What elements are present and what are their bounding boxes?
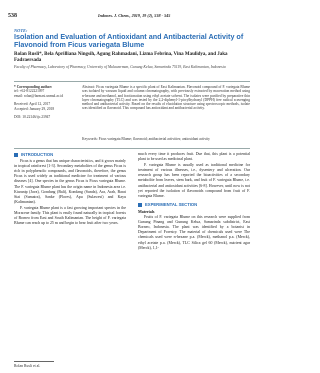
article-type: NOTE: xyxy=(14,28,28,33)
tel: tel: +62-8122221097 xyxy=(14,89,45,94)
footer-author: Rolan Rusli et al. xyxy=(14,364,41,368)
section-heading-introduction: INTRODUCTION xyxy=(14,152,126,157)
accepted-date: Accepted: January 29, 2018 xyxy=(14,106,55,111)
paragraph: Fruits of F. variegata Blume on this research were supplied from Gunung Pinang and Gunung Kelua, Samarinda subdistrict, East Borneo, Indonesia. The plant was identified by a botanist in Department of Forestry. The material of chemicals used were The chemicals used were n-hexane p.a. (Merck), methanol p.a. (Merck), ethyl acetate p.a. (Merck), TLC Silica gel 60 (Merck), nutrient agar (Merck), 1,1- xyxy=(138,215,250,250)
right-column xyxy=(138,152,250,252)
abstract: Abstract: Ficus variegata Blume is a specific plant of East Kalimantan. Flavonoid compound of F. variegata Blume was isolated by vacuum liquid and column chromatography, with previously extracted by maceration method using n-hexane and methanol, and fractionation using ethyl acetate solvent. The isolates were purified by preparative thin layer chromatography (TLC) and was tested by the 2,2-diphenyl-1-picrylhydrazyl (DPPH) free radical scavenging method and antibacterial activity. Based on the results of elucidation structure using spectroscopic methods, isolate was identified as flavonoid. This compound has antioxidant and antibacterial activity. xyxy=(82,85,250,111)
paragraph: much every time it produces fruit. Due that, this plant is a potential plant to be used as medicinal plant. xyxy=(138,152,250,162)
divider xyxy=(14,148,250,149)
corresponding-label: * Corresponding author: xyxy=(14,85,53,89)
left-column xyxy=(14,152,126,227)
keywords: Keywords: Ficus variegata Blume; flavonoid; antibacterial activities; antioxidant activity xyxy=(82,137,210,141)
section-bullet-icon xyxy=(14,153,18,157)
article-meta xyxy=(14,85,74,119)
affiliation: Faculty of Pharmacy, Laboratory of Pharmacy, University of Mulawarman, Gunung Kelua, Samarinda 75119, East Kalimantan, Indonesia xyxy=(14,65,226,69)
paragraph: Ficus is a genus that has unique characteristics, and it grows mainly in tropical rainforest [1-3]. Secondary metabolites of the genus Ficus is rich in polyphenolic compounds, and flavonoids, therefore, the genus Ficus is used widely as traditional medicine for treatment of various diseases [4]. One species in the genus Ficus is Ficus variegata Blume. The F. variegata Blume plant has the origin name in Indonesia area i.e. Kiaranip (Java), Gondang (Bali), Kondang (Sunda), Ara, Arah, Barai Siai (Sumatra), Sanke (Flores), Apu (Sulawesi) and Kayu (Kalimantan). xyxy=(14,159,126,204)
page-number: 538 xyxy=(8,13,17,19)
received-date: Received: April 12, 2017 xyxy=(14,102,51,107)
divider xyxy=(14,81,250,82)
footer-rule xyxy=(14,361,54,362)
section-bullet-icon xyxy=(138,203,142,207)
article-title: Isolation and Evaluation of Antioxidant and Antibacterial Activity of Flavonoid from Ficus variegata Blume xyxy=(14,32,244,49)
journal-citation: Indones. J. Chem., 2019, 19 (2), 538 - 545 xyxy=(98,13,171,18)
email[interactable]: email: rolan@farmasi.unmul.ac.id xyxy=(14,93,64,98)
subsection-heading-materials: Materials xyxy=(138,208,155,214)
running-header xyxy=(8,13,256,21)
paragraph: F. variegata Blume is usually used as traditional medicine for treatment of various illnesses, i.e., dysentery and ulceration. Our research group has been reported the bioactivities of a secondary metabolite from leaves, stem bark, and fruit of F. variegata Blume, i.e. antibacterial and antioxidant activities [6-8]. However, until now is not yet reported the isolation of flavonoids compound from fruit of F. variegata Blume. xyxy=(138,163,250,198)
section-heading-experimental: EXPERIMENTAL SECTION xyxy=(138,202,250,207)
doi-link[interactable]: DOI: 10.22146/ijc.23947 xyxy=(14,115,51,120)
author-list: Rolan Rusli*, Bela Aprilliana Ningsih, Agung Rahmadani, Lizma Febrina, Vina Maulidya, and Jaka Fadraersada xyxy=(14,52,228,64)
paragraph: F. variegata Blume plant is a fast growing important species in the Moraceae family. This plant is easily found naturally in tropical forests of Borneo from East and South Kalimantan. The height of F. variegata Blume can reach up to 25 m and begin to bear fruit after two years. xyxy=(14,205,126,226)
